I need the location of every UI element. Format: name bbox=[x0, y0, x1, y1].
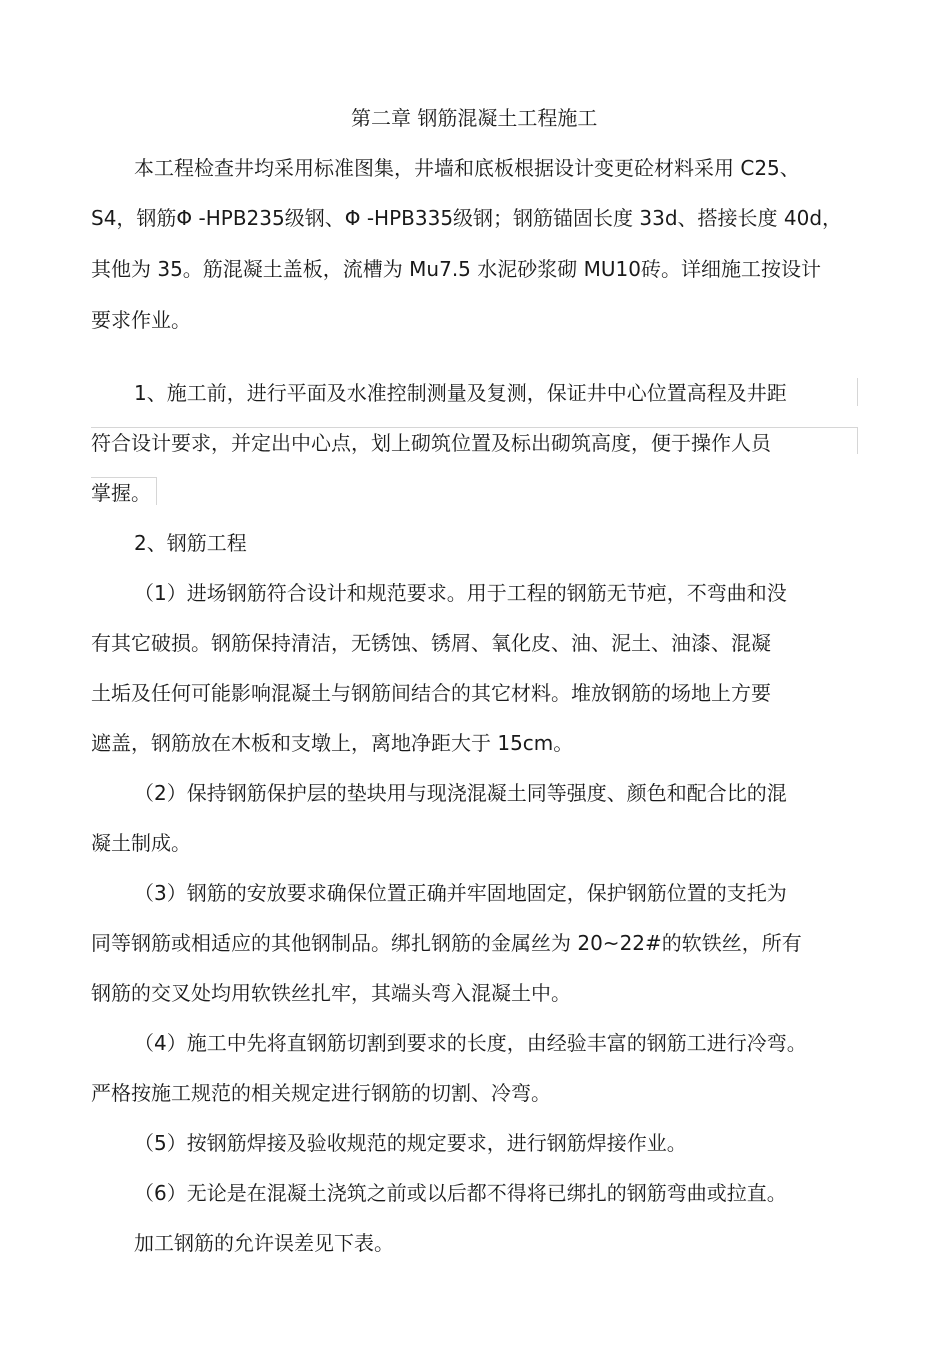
text-line: 遮盖，钢筋放在木板和支墩上，离地净距大于 15cm。 bbox=[91, 731, 574, 755]
text-line: 符合设计要求，并定出中心点，划上砌筑位置及标出砌筑高度，便于操作人员 bbox=[91, 431, 771, 455]
text-line: 本工程检查井均采用标准图集，井墙和底板根据设计变更砼材料采用 C25、 bbox=[134, 156, 800, 180]
text-line: 严格按施工规范的相关规定进行钢筋的切割、冷弯。 bbox=[91, 1081, 551, 1105]
text-line: （1）进场钢筋符合设计和规范要求。用于工程的钢筋无节疤，不弯曲和没 bbox=[134, 581, 787, 605]
text-line: （2）保持钢筋保护层的垫块用与现浇混凝土同等强度、颜色和配合比的混 bbox=[134, 781, 787, 805]
section-heading: 2、钢筋工程 bbox=[134, 531, 247, 555]
text-line: 有其它破损。钢筋保持清洁，无锈蚀、锈屑、氧化皮、油、泥土、油漆、混凝 bbox=[91, 631, 771, 655]
chapter-title: 第二章 钢筋混凝土工程施工 bbox=[351, 106, 598, 130]
text-line: 凝土制成。 bbox=[91, 831, 191, 855]
text-line: 1、施工前，进行平面及水准控制测量及复测，保证井中心位置高程及井距 bbox=[134, 381, 787, 405]
frame-divider bbox=[91, 477, 157, 478]
text-line: （3）钢筋的安放要求确保位置正确并牢固地固定，保护钢筋位置的支托为 bbox=[134, 881, 787, 905]
text-line: 钢筋的交叉处均用软铁丝扎牢，其端头弯入混凝土中。 bbox=[91, 981, 571, 1005]
text-line: 同等钢筋或相适应的其他钢制品。绑扎钢筋的金属丝为 20~22#的软铁丝，所有 bbox=[91, 931, 802, 955]
frame-divider bbox=[857, 428, 858, 454]
frame-divider bbox=[857, 378, 858, 406]
frame-divider bbox=[156, 478, 157, 505]
text-line: S4，钢筋Φ -HPB235级钢、Φ -HPB335级钢；钢筋锚固长度 33d、搭接长度 40d， bbox=[91, 206, 843, 230]
table-note: 加工钢筋的允许误差见下表。 bbox=[134, 1231, 394, 1255]
text-line: （4）施工中先将直钢筋切割到要求的长度，由经验丰富的钢筋工进行冷弯。 bbox=[134, 1031, 807, 1055]
text-line: 要求作业。 bbox=[91, 308, 191, 332]
item-5-paragraph: （5）按钢筋焊接及验收规范的规定要求，进行钢筋焊接作业。 bbox=[134, 1131, 687, 1155]
text-line: 其他为 35。筋混凝土盖板，流槽为 Mu7.5 水泥砂浆砌 MU10砖。详细施工按设计 bbox=[91, 257, 821, 281]
text-line: 掌握。 bbox=[91, 481, 151, 505]
text-line: 土垢及任何可能影响混凝土与钢筋间结合的其它材料。堆放钢筋的场地上方要 bbox=[91, 681, 771, 705]
item-6-paragraph: （6）无论是在混凝土浇筑之前或以后都不得将已绑扎的钢筋弯曲或拉直。 bbox=[134, 1181, 787, 1205]
frame-divider bbox=[91, 427, 858, 428]
